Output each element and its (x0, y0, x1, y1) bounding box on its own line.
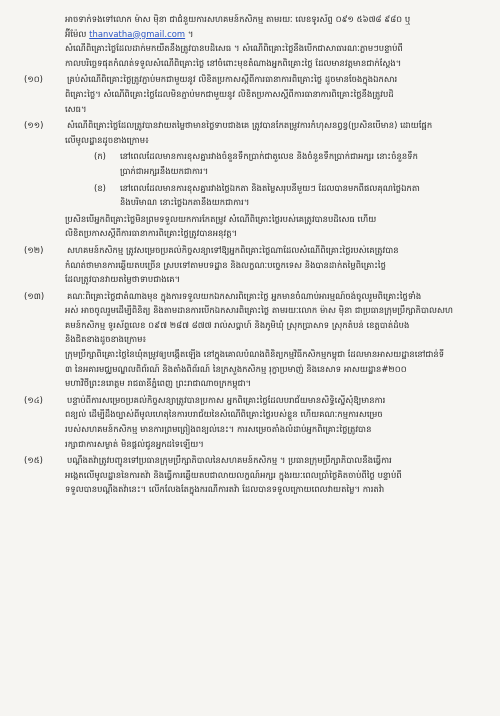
clause-number: (១៤) (24, 394, 44, 405)
clause-line: និងបរិមាណ នោះថ្លៃឯកតានឹងយកជាការ។ (120, 197, 250, 208)
subclause-b (24, 181, 480, 210)
clause-line: លិខិតប្រកាសស្ដីពីការធានាការពិគ្រោះថ្លៃត្រូវបានអនុវត្ត។ (65, 228, 238, 239)
clause-line: និងជិតខាងដូចខាងក្រោម៖ (65, 334, 147, 345)
intro-line: សំណើពិគ្រោះថ្លៃដែលដាក់មកយឺតនឹងត្រូវបានបដិសេធ ។ សំណើពិគ្រោះថ្លៃនឹងបើកជាសាធារណៈភ្លាមៗបន្ទាប់ពី (65, 43, 403, 54)
subclause-letter: (ខ) (94, 182, 107, 193)
clause-12 (24, 243, 480, 287)
clause-line: ដែលត្រូវបានវាយតម្លៃថាទាបជាងគេ។ (65, 274, 181, 285)
clause-line: របស់សហគមន៍កសិកម្ម មានការព្រមព្រៀងពន្យល់នេះ។ ការសម្រេចតាំងលំដាប់អ្នកពិគ្រោះថ្លៃត្រូវបាន (65, 424, 372, 435)
clause-line: ពន្យល់ ដើម្បីដឹងច្បាស់ពីមូលហេតុនៃការបរាជ័យនៃសំណើពិគ្រោះថ្លៃរបស់ខ្លួន ហើយគណៈកម្មការសម្រេច (65, 409, 383, 420)
clause-number: (១២) (24, 244, 44, 255)
clause-11 (24, 118, 480, 147)
intro-line: អាចទាក់ទងទៅលោក ម៉ាស ម៉ិនា ជាជំនួយការសហគមន៍កសិកម្ម តាមរយៈ លេខទូរស័ព្ទ ០៩១ ៥៦៧៨ ៩៨០ ឬ (65, 14, 411, 24)
clause-line: ទទួលបានបណ្ដឹងតវ៉ានេះ។ លើកលែងតែក្នុងករណីការតវ៉ា ដែលបានទទួលក្រោយពេលវាយតម្លៃ។ ការតវ៉ា (65, 484, 385, 495)
email-link[interactable]: thanvatha@gmail.com (89, 28, 186, 39)
clause-line: ក្រុមប្រឹក្សាពិគ្រោះថ្លៃនៃឃុំតម្រូវឲ្យបង្កើតឡើង នៅក្នុងគោលបំណងពិនិត្យកម្មវិធីកសិកម្មកម្ពុជា ដែលមានអាសយដ្ឋាននៅជាន់ទី (65, 349, 445, 360)
rejection-paragraph (24, 212, 480, 241)
clause-line: មហាវិថីព្រះនរោត្តម រាជធានីភ្នំពេញ ព្រះរាជាណាចក្រកម្ពុជា។ (65, 378, 252, 389)
clause-line: គមន៍កសិកម្ម ទូរស័ព្ទលេខ ០៩៧ ២៨៧ ៨៧៧ រាល់សប្ដាហ៍ និងភូមិឃុំ ស្រុកប្រាសាទ ស្រុកតំបន់ ខេត្តបាត់ដំបង (65, 319, 410, 330)
clause-line: បណ្ដឹងតវ៉ាត្រូវបញ្ជូនទៅប្រធានក្រុមប្រឹក្សាភិបាលនៃសហគមន៍កសិកម្ម ។ ប្រធានក្រុមប្រឹក្សាភិបាលនឹងធ្វើការ (67, 455, 392, 466)
clause-line: ៣ នៃអគារមជ្ឈមណ្ឌលពិព័រណ៍ និងតាំងពិព័រណ៍ នៃក្រសួងកសិកម្ម រុក្ខាប្រមាញ់ និងនេសាទ អាសយដ្ឋាន#២០០ (65, 363, 407, 374)
clause-13 (24, 289, 480, 391)
clause-line: ប្រាក់ជាអក្សរនឹងយកជាការ។ (120, 165, 209, 176)
clause-line: អង្កេតលើមូលដ្ឋាននៃការតវ៉ា និងធ្វើការឆ្លើយតបជាលាយលក្ខណ៍អក្សរ ក្នុងរយៈពេលប្រាំថ្ងៃគិតចាប់ពីថ្ងៃ បន្ទាប់ពី (65, 469, 402, 480)
clause-10 (24, 72, 480, 116)
clause-line: គណៈពិគ្រោះថ្លៃជាតំណាងមុខ ក្នុងការទទួលយកឯកសារពិគ្រោះថ្លៃ អ្នកមានចំណាប់អារម្មណ៍ចង់ចូលរួមពិគ្រោះថ្លៃទាំង (67, 290, 422, 301)
clause-line: សេធ។ (65, 103, 87, 114)
clause-line: គ្រប់សំណើពិគ្រោះថ្លៃត្រូវភ្ជាប់មកជាមួយនូវ លិខិតប្រកាសស្ដីពីការធានាការពិគ្រោះថ្លៃ ដូចមានចែងក្នុងឯកសារ (67, 74, 398, 85)
email-suffix: ។ (187, 28, 194, 39)
clause-line: បន្ទាប់ពីការសម្រេចប្រគល់កិច្ចសន្យាត្រូវបានប្រកាស អ្នកពិគ្រោះថ្លៃដែលបរាជ័យមានសិទ្ធិស្នើសុំឱ្យមានការ (67, 394, 386, 405)
clause-number: (១៣) (24, 290, 45, 301)
clause-number: (១៥) (24, 455, 44, 466)
clause-14 (24, 393, 480, 451)
clause-line: ពិគ្រោះថ្លៃ។ សំណើពិគ្រោះថ្លៃដែលមិនភ្ជាប់មកជាមួយនូវ លិខិតប្រកាសស្ដីពីការធានាការពិគ្រោះថ្លៃនឹងត្រូវបដិ (65, 88, 394, 99)
clause-line: អស់ អាចចូលរួមដើម្បីពិនិត្យ និងតាមដានការបើកឯកសារពិគ្រោះថ្លៃ តាមរយៈលោក ម៉ាស ម៉ិនា ជាប្រធានក្រុមប្រឹក្សាភិបាលសហ (65, 305, 454, 316)
email-line (24, 27, 480, 42)
clause-line: នៅពេលដែលមានការខុសគ្នារវាងចំនួនទឹកប្រាក់ជាតួលេខ និងចំនួនទឹកប្រាក់ជាអក្សរ នោះចំនួនទឹក (120, 151, 418, 162)
clause-line: នៅពេលដែលមានការខុសគ្នារវាងថ្លៃឯកតា និងតម្លៃសរុបនីមួយៗ ដែលបានមកពីផលគុណថ្លៃឯកតា (120, 182, 420, 193)
subclause-a (24, 149, 480, 178)
email-label: អ៊ីម៉ែល (65, 28, 87, 39)
clause-number: (១០) (24, 74, 44, 85)
clause-line: ប្រសិនបើអ្នកពិគ្រោះថ្លៃមិនព្រមទទួលយកការកែតម្រូវ សំណើពិគ្រោះថ្លៃរបស់គេត្រូវបានបដិសេធ ហើយ (65, 213, 377, 224)
clause-15 (24, 453, 480, 497)
subclause-letter: (ក) (94, 151, 107, 162)
clause-line: សហគមន៍កសិកម្ម ត្រូវសម្រេចប្រគល់កិច្ចសន្យាទៅឱ្យអ្នកពិគ្រោះថ្លៃណាដែលសំណើពិគ្រោះថ្លៃរបស់គេត្រូវបាន (67, 244, 399, 255)
clause-number: (១១) (24, 120, 44, 131)
clause-line: កំណត់ថាមានការឆ្លើយតបច្រើន ស្របទៅតាមបទដ្ឋាន និងលក្ខណៈបច្ចេកទេស និងបានដាក់តម្លៃពិគ្រោះថ្លៃ (65, 259, 386, 270)
clause-line: លើមូលដ្ឋានដូចខាងក្រោម៖ (65, 134, 149, 145)
intro-line: កាលបរិច្ឆេទផុតកំណត់ទទួលសំណើពិគ្រោះថ្លៃ នៅចំពោះមុខតំណាងអ្នកពិគ្រោះថ្លៃ ដែលមានវត្តមានជាក់ស្ដែង។ (65, 57, 402, 68)
clause-line: សំណើពិគ្រោះថ្លៃដែលត្រូវបានវាយតម្លៃថាមានថ្លៃទាបជាងគេ ត្រូវបានកែតម្រូវការកំហុសនព្វន្ធ(ប្រសិនបើមាន) ដោយផ្អែក (67, 120, 433, 131)
clause-line: រក្សាជាការសម្ងាត់ មិនផ្ដល់ជូនអ្នកដទៃឡើយ។ (65, 438, 204, 449)
